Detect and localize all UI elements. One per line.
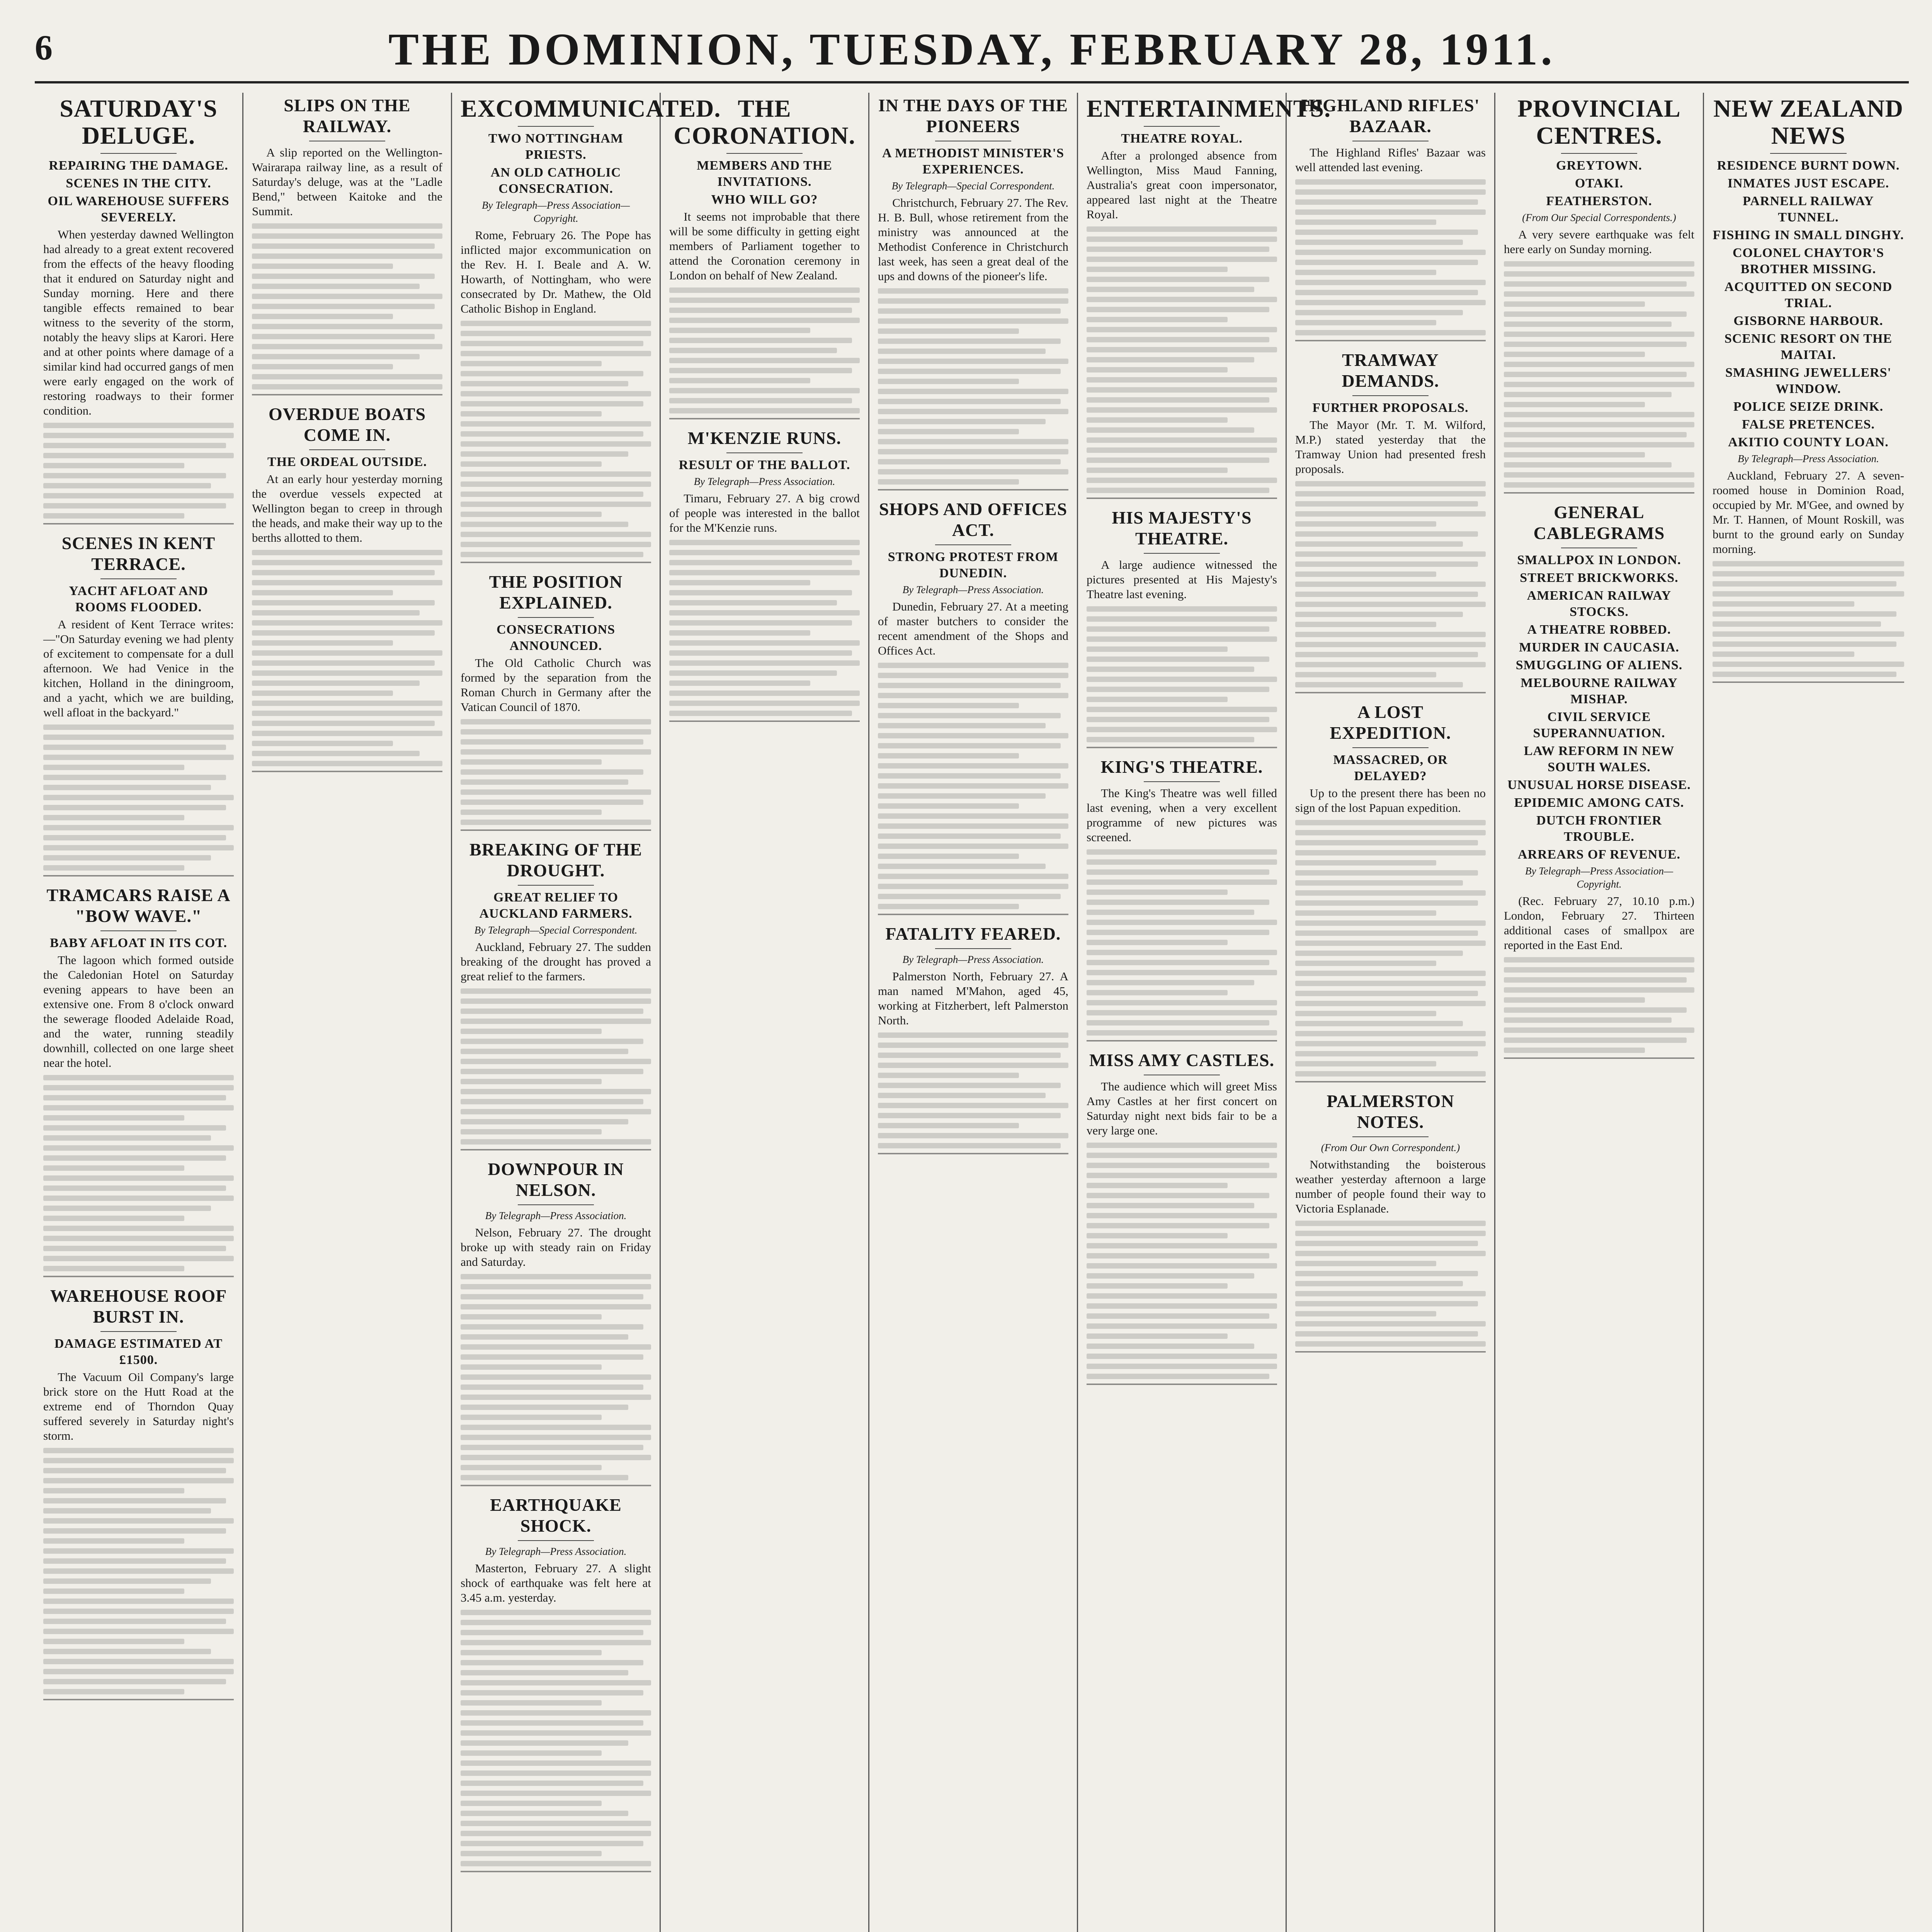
article-separator	[1087, 1384, 1277, 1385]
article-text-lines	[669, 540, 860, 716]
article-separator	[1295, 1351, 1486, 1352]
article	[252, 404, 442, 772]
article-body: A large audience witnessed the pictures presented at His Majesty's Theatre last evening.	[1087, 558, 1277, 601]
article-separator	[1713, 682, 1904, 683]
article-text-lines	[1713, 561, 1904, 677]
article-subheadline: AKITIO COUNTY LOAN.	[1728, 435, 1889, 449]
article-headline: BREAKING OF THE DROUGHT.	[469, 840, 642, 880]
article-text-lines	[1504, 957, 1694, 1053]
article-text-lines	[43, 423, 234, 519]
article	[878, 95, 1068, 490]
divider	[100, 930, 177, 931]
article-body: A slip reported on the Wellington-Wairarapa railway line, as a result of Saturday's deluge, was at the "Ladle Bend," between Kaitoke and the Summit.	[252, 146, 442, 218]
article-separator	[878, 914, 1068, 915]
article-separator	[43, 1699, 234, 1700]
divider	[1561, 153, 1637, 154]
article-text-lines	[1295, 1221, 1486, 1347]
divider	[726, 452, 803, 453]
article-text-lines	[1504, 261, 1694, 488]
article-separator	[669, 721, 860, 722]
article-subheadline: AN OLD CATHOLIC CONSECRATION.	[490, 165, 621, 196]
article-subheadline: STREET BRICKWORKS.	[1520, 571, 1679, 585]
article-subheadline: MASSACRED, OR DELAYED?	[1333, 753, 1448, 783]
article-body: After a prolonged absence from Wellington, Miss Maud Fanning, Australia's great coon impersonator, appeared last night at the Theatre Royal.	[1087, 149, 1277, 221]
article-body: Auckland, February 27. A seven-roomed house in Dominion Road, occupied by Mr. M'Gee, and owned by Mr. T. Hannen, of Mount Roskill, was burnt to the ground early on Sunday morning.	[1713, 469, 1904, 556]
article-byline: By Telegraph—Press Association.	[485, 1210, 627, 1221]
article-body: Masterton, February 27. A slight shock of earthquake was felt here at 3.45 a.m. yesterday.	[461, 1561, 651, 1604]
article-subheadline: RESIDENCE BURNT DOWN.	[1717, 158, 1900, 173]
article-body: Dunedin, February 27. At a meeting of master butchers to consider the recent amendment of the Shops and Offices Act.	[878, 600, 1068, 657]
article-body: The Highland Rifles' Bazaar was well attended last evening.	[1295, 146, 1486, 174]
article-subheadline: BABY AFLOAT IN ITS COT.	[49, 936, 228, 950]
article-separator	[1087, 747, 1277, 748]
page-number: 6	[35, 28, 53, 67]
article-body: Up to the present there has been no sign of the lost Papuan expedition.	[1295, 786, 1486, 815]
article	[461, 1495, 651, 1872]
article	[461, 839, 651, 1150]
article-separator	[461, 1149, 651, 1150]
divider	[935, 948, 1011, 949]
article-body: The Mayor (Mr. T. M. Wilford, M.P.) stated yesterday that the Tramway Union had presented fresh proposals.	[1295, 418, 1486, 476]
article-subheadline: INMATES JUST ESCAPE.	[1727, 176, 1889, 190]
article-subheadline: DUTCH FRONTIER TROUBLE.	[1536, 813, 1662, 844]
divider	[309, 449, 385, 450]
article-subheadline: EPIDEMIC AMONG CATS.	[1514, 796, 1684, 810]
divider	[1144, 126, 1220, 127]
article-text-lines	[43, 724, 234, 871]
article-subheadline: STRONG PROTEST FROM DUNEDIN.	[888, 550, 1059, 580]
article-separator	[1295, 340, 1486, 341]
article-body: Palmerston North, February 27. A man named M'Mahon, aged 45, working at Fitzherbert, left Palmerston North.	[878, 969, 1068, 1027]
article-headline: SHOPS AND OFFICES ACT.	[879, 499, 1068, 540]
article-subheadline: GREAT RELIEF TO AUCKLAND FARMERS.	[479, 890, 633, 921]
article-headline: M'KENZIE RUNS.	[687, 428, 842, 448]
article-subheadline: MEMBERS AND THE INVITATIONS.	[697, 158, 832, 189]
divider	[518, 126, 594, 127]
article	[1087, 1050, 1277, 1385]
article-body: Notwithstanding the boisterous weather yesterday afternoon a large number of people found their way to Victoria Esplanade.	[1295, 1158, 1486, 1215]
article-headline: WAREHOUSE ROOF BURST IN.	[50, 1286, 227, 1327]
article-text-lines	[1087, 226, 1277, 493]
column-5	[869, 93, 1078, 1932]
article	[461, 571, 651, 831]
column-8	[1495, 93, 1704, 1932]
divider	[726, 153, 803, 154]
article-separator	[43, 523, 234, 524]
article-body: A resident of Kent Terrace writes:—"On Saturday evening we had plenty of excitement to compensate for a dull afternoon. We had Venice in the kitchen, Holland in the diningroom, and a yacht, which we are building, well afloat in the backyard."	[43, 617, 234, 719]
article-headline: SCENES IN KENT TERRACE.	[61, 533, 216, 574]
article-body: The lagoon which formed outside the Caledonian Hotel on Saturday evening appears to have been an extensive one. From 8 o'clock onward the sewerage flooded Adelaide Road, and the water, running steadily downhill, collected on one large sheet near the hotel.	[43, 953, 234, 1070]
article-separator	[252, 771, 442, 772]
article-text-lines	[669, 287, 860, 413]
divider	[518, 1204, 594, 1205]
article-separator	[1504, 492, 1694, 493]
article-body: Rome, February 26. The Pope has inflicted major excommunication on the Rev. H. I. Beale and A. W. Howarth, of Nottingham, who were consecrated by Dr. Mathew, the Old Catholic Bishop in England.	[461, 228, 651, 315]
article-text-lines	[252, 223, 442, 389]
article-text-lines	[1295, 179, 1486, 335]
article-body: It seems not improbable that there will be some difficulty in getting eight members of Parliament together to attend the Coronation ceremony in London on behalf of New Zealand.	[669, 210, 860, 282]
article-separator	[461, 1485, 651, 1486]
article-body: Auckland, February 27. The sudden breaking of the drought has proved a great relief to the farmers.	[461, 940, 651, 983]
article-headline: PROVINCIAL CENTRES.	[1517, 95, 1681, 149]
article	[43, 885, 234, 1277]
article-byline: By Telegraph—Press Association.	[902, 954, 1044, 965]
article-byline: By Telegraph—Press Association.	[1738, 453, 1879, 464]
article-headline: FATALITY FEARED.	[885, 924, 1061, 944]
article-text-lines	[461, 719, 651, 825]
article-subheadline: YACHT AFLOAT AND ROOMS FLOODED.	[69, 584, 208, 614]
article-separator	[1504, 1058, 1694, 1059]
article	[669, 428, 860, 722]
article-headline: IN THE DAYS OF THE PIONEERS	[878, 95, 1068, 136]
article	[1713, 95, 1904, 683]
article-separator	[1087, 1040, 1277, 1041]
article-headline: EXCOMMUNICATED.	[461, 95, 721, 122]
article	[1087, 757, 1277, 1041]
article	[1295, 1091, 1486, 1352]
article	[669, 95, 860, 419]
divider	[1352, 395, 1429, 396]
article-text-lines	[1087, 606, 1277, 742]
article-text-lines	[1295, 481, 1486, 687]
divider	[100, 578, 177, 579]
article-subheadline: CIVIL SERVICE SUPERANNUATION.	[1533, 710, 1665, 740]
article-body: Nelson, February 27. The drought broke up with steady rain on Friday and Saturday.	[461, 1226, 651, 1269]
article-subheadline: CONSECRATIONS ANNOUNCED.	[496, 622, 616, 653]
article-byline: By Telegraph—Press Association.	[485, 1546, 627, 1557]
article-body: The Vacuum Oil Company's large brick store on the Hutt Road at the extreme end of Thorndon Quay suffered severely in Saturday night's storm.	[43, 1370, 234, 1442]
article-body: Timaru, February 27. A big crowd of people was interested in the ballot for the M'Kenzie runs.	[669, 492, 860, 534]
article-byline: By Telegraph—Press Association—Copyright.	[481, 199, 630, 224]
article-text-lines	[461, 321, 651, 557]
article-text-lines	[1087, 849, 1277, 1036]
article-text-lines	[461, 1610, 651, 1866]
article-text-lines	[461, 988, 651, 1145]
article-subheadline: THE ORDEAL OUTSIDE.	[267, 455, 427, 469]
article-headline: MISS AMY CASTLES.	[1089, 1050, 1275, 1070]
article-subheadline: REPAIRING THE DAMAGE.	[49, 158, 228, 173]
article	[1295, 702, 1486, 1082]
article-subheadline: MURDER IN CAUCASIA.	[1519, 640, 1679, 655]
article-byline: By Telegraph—Press Association—Copyright.	[1525, 865, 1673, 890]
column-9	[1704, 93, 1913, 1932]
article-text-lines	[878, 663, 1068, 909]
article-subheadline: SCENIC RESORT ON THE MAITAI.	[1724, 332, 1893, 362]
article-headline: GENERAL CABLEGRAMS	[1533, 502, 1665, 543]
article-subheadline: A METHODIST MINISTER'S EXPERIENCES.	[882, 146, 1065, 177]
column-1	[35, 93, 243, 1932]
article-headline: ENTERTAINMENTS.	[1087, 95, 1331, 122]
article	[1504, 502, 1694, 1059]
article-separator	[461, 562, 651, 563]
article-headline: TRAMCARS RAISE A "BOW WAVE."	[46, 885, 231, 926]
article-headline: NEW ZEALAND NEWS	[1713, 95, 1903, 149]
article-body: The Old Catholic Church was formed by the separation from the Roman Church in Germany after the Vatican Council of 1870.	[461, 656, 651, 714]
article-separator	[878, 1153, 1068, 1154]
article-subheadline: THEATRE ROYAL.	[1121, 131, 1243, 146]
article-subheadline: SMASHING JEWELLERS' WINDOW.	[1725, 366, 1891, 396]
article-headline: HIS MAJESTY'S THEATRE.	[1112, 508, 1252, 548]
article	[461, 1159, 651, 1486]
article-subheadline: A THEATRE ROBBED.	[1527, 622, 1671, 637]
column-3	[452, 93, 721, 1932]
article-subheadline: DAMAGE ESTIMATED AT £1500.	[54, 1337, 223, 1367]
article	[878, 499, 1068, 915]
article	[43, 95, 234, 524]
article-subheadline: MELBOURNE RAILWAY MISHAP.	[1520, 676, 1678, 706]
article-separator	[878, 489, 1068, 490]
article-separator	[1087, 498, 1277, 499]
article-headline: A LOST EXPEDITION.	[1330, 702, 1451, 743]
article-text-lines	[878, 1032, 1068, 1148]
article-separator	[461, 1871, 651, 1872]
divider	[1144, 781, 1220, 782]
newspaper-columns	[35, 93, 1913, 1932]
article-subheadline: UNUSUAL HORSE DISEASE.	[1507, 778, 1691, 792]
article-subheadline: ARREARS OF REVENUE.	[1517, 847, 1681, 862]
article-text-lines	[1087, 1143, 1277, 1379]
divider	[518, 617, 594, 618]
article-text-lines	[461, 1274, 651, 1480]
article-subheadline: GISBORNE HARBOUR.	[1733, 314, 1883, 328]
article-subheadline: POLICE SEIZE DRINK.	[1733, 400, 1884, 414]
article	[1504, 95, 1694, 493]
article-separator	[43, 1276, 234, 1277]
article-headline: TRAMWAY DEMANDS.	[1342, 350, 1439, 391]
article-subheadline: COLONEL CHAYTOR'S BROTHER MISSING.	[1732, 246, 1884, 276]
article	[461, 95, 721, 563]
article-byline: By Telegraph—Special Correspondent.	[891, 180, 1055, 192]
article-headline: SLIPS ON THE RAILWAY.	[284, 95, 411, 136]
article-headline: KING'S THEATRE.	[1100, 757, 1263, 777]
article-body: Christchurch, February 27. The Rev. H. B. Bull, whose retirement from the ministry was announced at the Methodist Conference in Christchurch last week, has seen a great deal of the ups and downs of the pioneer's life.	[878, 196, 1068, 283]
article-headline: THE CORONATION.	[673, 95, 855, 149]
article-body: A very severe earthquake was felt here early on Sunday morning.	[1504, 228, 1694, 256]
article-byline: (From Our Special Correspondents.)	[1522, 212, 1676, 223]
article-separator	[461, 830, 651, 831]
article-subheadline: FEATHERSTON.	[1546, 194, 1652, 208]
article-byline: (From Our Own Correspondent.)	[1321, 1142, 1460, 1153]
article-byline: By Telegraph—Special Correspondent.	[474, 924, 638, 936]
column-6	[1078, 93, 1331, 1932]
masthead	[35, 23, 1909, 83]
divider	[1770, 153, 1847, 154]
column-4	[661, 93, 869, 1932]
article-subheadline: SMALLPOX IN LONDON.	[1517, 553, 1681, 567]
article-subheadline: FISHING IN SMALL DINGHY.	[1713, 228, 1904, 242]
article-byline: By Telegraph—Press Association.	[694, 476, 835, 487]
article-headline: EARTHQUAKE SHOCK.	[490, 1495, 622, 1536]
divider	[1352, 1136, 1429, 1137]
divider	[100, 1331, 177, 1332]
article-subheadline: WHO WILL GO?	[711, 192, 818, 207]
article-subheadline: SCENES IN THE CITY.	[66, 176, 211, 190]
article-subheadline: OIL WAREHOUSE SUFFERS SEVERELY.	[48, 194, 230, 224]
article-subheadline: OTAKI.	[1575, 176, 1624, 190]
article-subheadline: ACQUITTED ON SECOND TRIAL.	[1724, 280, 1893, 310]
article-subheadline: FURTHER PROPOSALS.	[1312, 401, 1469, 415]
article-subheadline: GREYTOWN.	[1556, 158, 1642, 173]
divider	[518, 885, 594, 886]
article	[1087, 507, 1277, 748]
column-7	[1287, 93, 1495, 1932]
divider	[1144, 553, 1220, 554]
article-separator	[669, 418, 860, 419]
article-headline: SATURDAY'S DELUGE.	[60, 95, 218, 149]
divider	[935, 544, 1011, 545]
article-body: (Rec. February 27, 10.10 p.m.) London, February 27. Thirteen additional cases of smallpox are reported in the East End.	[1504, 894, 1694, 952]
article-body: At an early hour yesterday morning the overdue vessels expected at Wellington began to creep in through the heads, and make their way up to the berths allotted to them.	[252, 472, 442, 544]
article-body: The audience which will greet Miss Amy Castles at her first concert on Saturday night next bids fair to be a very large one.	[1087, 1080, 1277, 1137]
article-subheadline: SMUGGLING OF ALIENS.	[1515, 658, 1683, 672]
article-text-lines	[43, 1075, 234, 1271]
article-text-lines	[1295, 820, 1486, 1077]
article-separator	[252, 394, 442, 395]
article-body: When yesterday dawned Wellington had already to a great extent recovered from the effects of the heavy flooding that it endured on Saturday night and Sunday morning. Here and there tangible effects remained to bear witness to the severity of the storm, notably the heavy slips at Karori. Here and at other points where damage of a similar kind had occurred gangs of men were early engaged on the work of restoring roadways to their former condition.	[43, 228, 234, 417]
article-subheadline: TWO NOTTINGHAM PRIESTS.	[488, 131, 624, 162]
article-subheadline: FALSE PRETENCES.	[1742, 417, 1875, 432]
article-separator	[43, 875, 234, 876]
article-body: The King's Theatre was well filled last evening, when a very excellent programme of new pictures was screened.	[1087, 786, 1277, 844]
newspaper-title: THE DOMINION, TUESDAY, FEBRUARY 28, 1911.	[388, 24, 1555, 75]
article-headline: THE POSITION EXPLAINED.	[489, 572, 623, 612]
divider	[100, 153, 177, 154]
divider	[518, 1540, 594, 1541]
article-headline: OVERDUE BOATS COME IN.	[268, 404, 426, 445]
article	[43, 533, 234, 876]
article	[252, 95, 442, 395]
article	[43, 1286, 234, 1700]
article-byline: By Telegraph—Press Association.	[902, 584, 1044, 595]
article-separator	[1295, 692, 1486, 693]
column-2	[243, 93, 452, 1932]
article-headline: DOWNPOUR IN NELSON.	[488, 1159, 624, 1200]
article-subheadline: AMERICAN RAILWAY STOCKS.	[1527, 588, 1672, 619]
article-separator	[1295, 1081, 1486, 1082]
article	[1295, 350, 1486, 693]
article-headline: PALMERSTON NOTES.	[1327, 1091, 1454, 1132]
article-headline: HIGHLAND RIFLES' BAZAAR.	[1301, 95, 1480, 136]
divider	[1352, 747, 1429, 748]
article-subheadline: LAW REFORM IN NEW SOUTH WALES.	[1524, 744, 1675, 774]
article-text-lines	[878, 288, 1068, 485]
article	[1295, 95, 1486, 341]
article	[878, 923, 1068, 1154]
article-subheadline: PARNELL RAILWAY TUNNEL.	[1743, 194, 1874, 224]
article-subheadline: RESULT OF THE BALLOT.	[679, 458, 850, 472]
article-text-lines	[252, 550, 442, 766]
article-text-lines	[43, 1448, 234, 1694]
article	[1087, 95, 1331, 499]
